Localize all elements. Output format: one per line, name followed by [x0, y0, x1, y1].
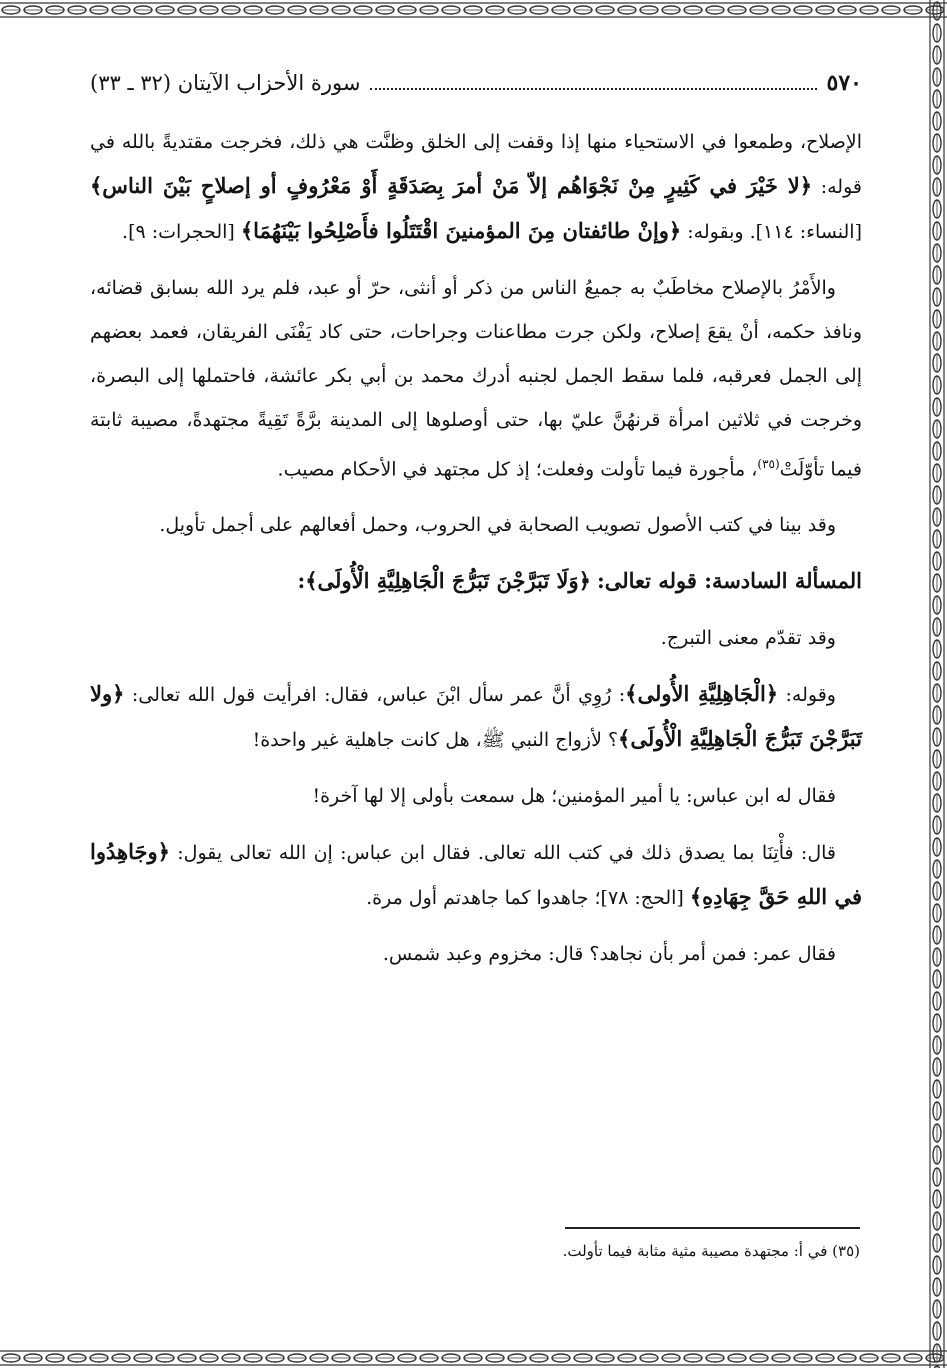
section-heading-label: المسألة السادسة: قوله تعالى:: [597, 568, 862, 594]
running-header: [90, 70, 862, 96]
footnote-separator: [565, 1227, 860, 1229]
page-number: ٥٧٠: [826, 70, 862, 96]
paragraph-9-text: فقال عمر: فمن أمر بأن نجاهد؟ قال: مخزوم وعبد شمس.: [382, 943, 836, 966]
top-border-ornament: [0, 0, 947, 20]
paragraph-6-text-b: : رُوِي أنَّ عمر سأل ابْنَ عباس، فقال: افرأيت قول الله تعالى:: [131, 684, 626, 707]
section-heading: [90, 559, 862, 604]
right-border-ornament: [927, 0, 947, 1368]
paragraph-6: [90, 672, 862, 762]
paragraph-8-text-b: [الحج: ٧٨]؛ جاهدوا كما جاهدتم أول مرة.: [366, 887, 684, 910]
quran-quote-nisa: ﴿لا خَيْرَ في كَثِيرٍ مِنْ نَجْوَاهُم إلاّ مَنْ أمرَ بِصَدَقَةٍ أَوْ مَعْرُوفٍ أو إصلاحٍ بَيْنَ الناس﴾: [90, 173, 813, 198]
paragraph-7: [90, 774, 862, 818]
quran-quote-jahiliyya: ﴿الْجَاهِلِيَّةِ الأُولى﴾: [625, 681, 779, 707]
paragraph-1-text-c: [الحجرات: ٩].: [122, 221, 235, 243]
paragraph-3-text: وقد بينا في كتب الأصول تصويب الصحابة في الحروب، وحمل أفعالهم على أجمل تأويل.: [159, 514, 836, 537]
paragraph-7-text: فقال له ابن عباس: يا أمير المؤمنين؛ هل سمعت بأولى إلا لها آخرة!: [312, 785, 836, 808]
paragraph-3: [90, 503, 862, 547]
paragraph-6-text-a: وقوله:: [785, 684, 836, 707]
paragraph-1: [90, 120, 862, 254]
paragraph-2: [90, 266, 862, 491]
paragraph-2-tail: ، مأجورة فيما تأولت وفعلت؛ إذ كل مجتهد في الأحكام مصيب.: [277, 458, 758, 481]
paragraph-1-text-b: [النساء: ١١٤]. وبقوله:: [687, 221, 862, 243]
footnote-text: في أ: مجتهدة مصيبة مثية مثابة فيما تأولت.: [562, 1242, 828, 1260]
running-title: سورة الأحزاب الآيتان (٣٢ ـ ٣٣): [90, 71, 361, 95]
paragraph-5-text: وقد تقدّم معنى التبرج.: [660, 627, 836, 650]
paragraph-9: [90, 932, 862, 976]
footnote-reference: (٣٥): [757, 457, 780, 471]
quran-quote-ahzab: ﴿ولا تَبَرَّجْنَ تَبَرُّجَ الْجَاهِلِيَّةِ الْأُولَى﴾: [90, 681, 862, 752]
page-content: [90, 70, 862, 988]
quran-quote-ahzab-heading: ﴿وَلَا تَبَرَّجْنَ تَبَرُّجَ الْجَاهِلِيَّةِ الْأُولَى﴾: [305, 568, 591, 594]
paragraph-8-text-a: قال: فأْتِنَا بما يصدق ذلك في كتب الله تعالى. فقال ابن عباس: إن الله تعالى يقول:: [177, 842, 836, 865]
footnote: [300, 1242, 860, 1260]
quran-quote-hajj: ﴿وجَاهِدُوا في اللهِ حَقَّ جِهَادِهِ﴾: [90, 839, 862, 910]
paragraph-2-text: والأَمْرُ بالإصلاح مخاطَبٌ به جميعُ الناس من ذكر أو أنثى، حرّ أو عبد، فلم يرد الله بسابق قضائه، ونافذ حكمه، أنْ يقعَ إصلاح، ولكن جرت مطاعنات وجراحات، حتى كاد يَفْنَى الفريقان، فعمد بعضهم إلى الجمل فعرقبه، فلما سقط الجمل لجنبه أدرك محمد بن أبي بكر عائشة، فاحتملها إلى البصرة، وخرجت في ثلاثين امرأة قرنهُنَّ عليّ بها، حتى أوصلوها إلى المدينة برَّةً تَقِيةً مجتهدةً، مصيبة ثابتة فيما تأوّلَتْ: [90, 277, 862, 481]
section-heading-colon: :: [297, 568, 306, 594]
paragraph-5: [90, 616, 862, 660]
footnote-number: (٣٥): [832, 1242, 860, 1260]
header-dot-leader: [370, 76, 816, 90]
paragraph-1-text-a: الإصلاح، وطمعوا في الاستحياء منها إذا وقفت إلى الخلق وظنَّت هي ذلك، فخرجت مقتديةً بالله في قوله:: [90, 131, 862, 198]
quran-quote-hujurat: ﴿وإنْ طائفتان مِنَ المؤمنينَ اقْتَتَلُوا فأَصْلِحُوا بَيْنَهُمَا﴾: [240, 218, 682, 243]
paragraph-6-text-c: ؟ لأزواج النبي ﷺ، هل كانت جاهلية غير واحدة!: [252, 729, 619, 752]
paragraph-8: [90, 830, 862, 920]
bottom-border-ornament: [0, 1348, 947, 1368]
